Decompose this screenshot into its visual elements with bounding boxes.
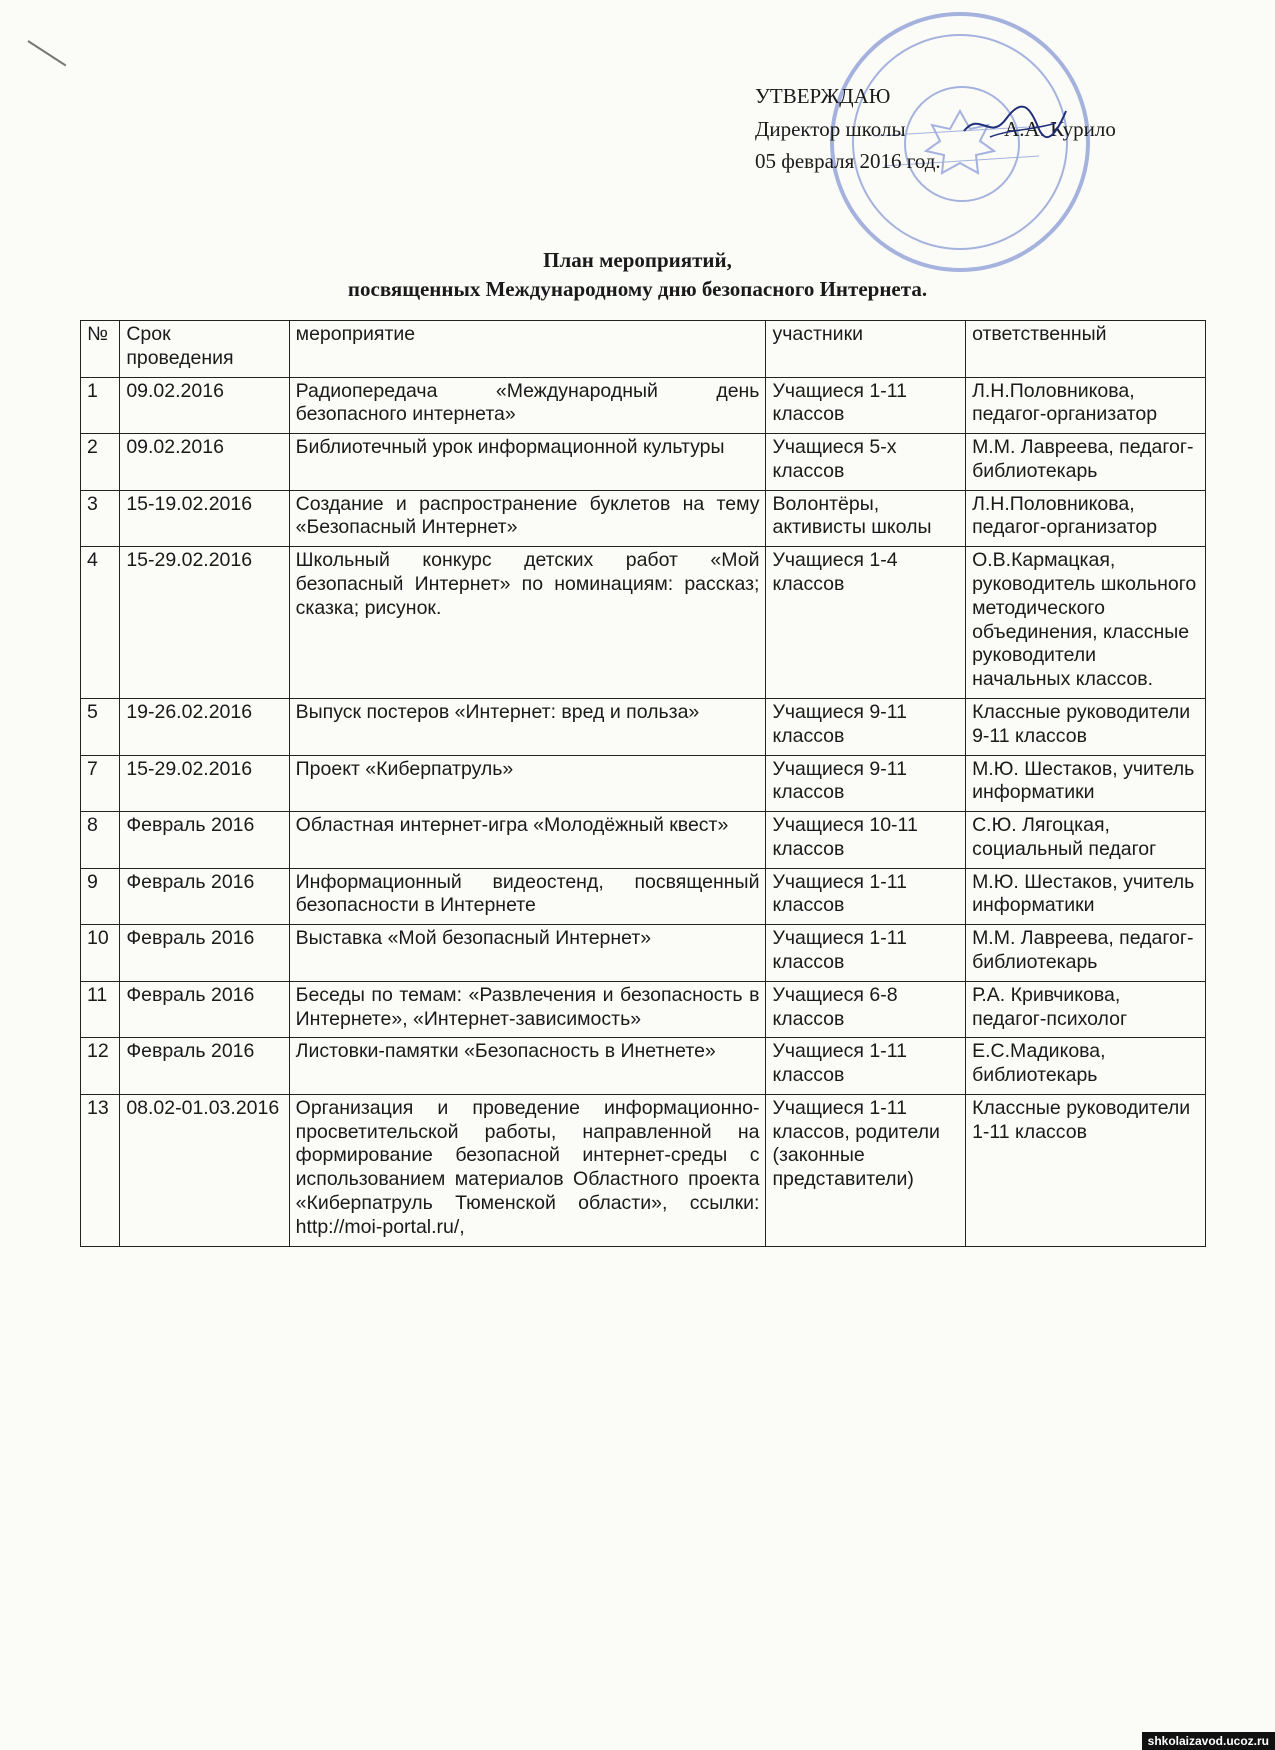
row-event: Создание и распространение буклетов на тему «Безопасный Интернет» [289,490,766,547]
row-event: Областная интернет-игра «Молодёжный квест» [289,812,766,869]
row-participants: Учащиеся 5-х классов [766,434,966,491]
title-line-2: посвященных Международному дню безопасного Интернета. [347,277,928,302]
row-date: Февраль 2016 [120,1038,289,1095]
director-label: Директор школы [755,116,906,141]
row-responsible: М.М. Лавреева, педагог-библиотекарь [966,925,1206,982]
row-participants: Учащиеся 1-4 классов [766,547,966,699]
row-date: 15-29.02.2016 [120,547,289,699]
row-responsible: Р.А. Кривчикова, педагог-психолог [966,981,1206,1038]
row-num: 1 [81,377,120,434]
table-row [81,1094,1206,1246]
row-responsible: М.Ю. Шестаков, учитель информатики [966,755,1206,812]
table-row [81,434,1206,491]
row-responsible: Классные руководители 9-11 классов [966,698,1206,755]
row-num: 8 [81,812,120,869]
row-responsible: О.В.Кармацкая, руководитель школьного методического объединения, классные руководители начальных классов. [966,547,1206,699]
row-num: 9 [81,868,120,925]
approve-label: УТВЕРЖДАЮ [755,84,891,108]
row-num: 11 [81,981,120,1038]
table-row [81,925,1206,982]
row-participants: Учащиеся 1-11 классов [766,868,966,925]
site-watermark: shkolaizavod.ucoz.ru [1142,1732,1275,1750]
table-row [81,698,1206,755]
row-event: Выставка «Мой безопасный Интернет» [289,925,766,982]
row-date: Февраль 2016 [120,868,289,925]
header-responsible: ответственный [966,321,1206,378]
director-line [755,113,1116,146]
row-participants: Учащиеся 1-11 классов [766,377,966,434]
row-participants: Учащиеся 1-11 классов [766,1038,966,1095]
row-num: 13 [81,1094,120,1246]
row-date: 08.02-01.03.2016 [120,1094,289,1246]
row-responsible: Л.Н.Половникова, педагог-организатор [966,377,1206,434]
header-num: № [81,321,120,378]
row-participants: Учащиеся 1-11 классов [766,925,966,982]
events-table [80,320,1206,1247]
row-event: Беседы по темам: «Развлечения и безопасность в Интернете», «Интернет-зависимость» [289,981,766,1038]
row-responsible: С.Ю. Лягоцкая, социальный педагог [966,812,1206,869]
signature-mark [960,101,1070,145]
row-date: 19-26.02.2016 [120,698,289,755]
header-date: Срок проведения [120,321,289,378]
approval-date: 05 февраля 2016 год. [755,149,941,174]
director-name: А.А. Курило [1004,116,1116,141]
table-row [81,981,1206,1038]
row-num: 4 [81,547,120,699]
row-event: Выпуск постеров «Интернет: вред и польза» [289,698,766,755]
approval-block [755,80,1116,178]
row-date: 09.02.2016 [120,377,289,434]
row-num: 5 [81,698,120,755]
table-header-row [81,321,1206,378]
row-responsible: М.М. Лавреева, педагог-библиотекарь [966,434,1206,491]
row-participants: Учащиеся 1-11 классов, родители (законные представители) [766,1094,966,1246]
row-date: Февраль 2016 [120,925,289,982]
row-date: 15-19.02.2016 [120,490,289,547]
row-date: Февраль 2016 [120,981,289,1038]
row-participants: Учащиеся 9-11 классов [766,755,966,812]
header-participants: участники [766,321,966,378]
row-event: Листовки-памятки «Безопасность в Инетнете» [289,1038,766,1095]
row-date: 15-29.02.2016 [120,755,289,812]
table-row [81,490,1206,547]
scan-artifact [27,40,66,66]
row-event: Информационный видеостенд, посвященный безопасности в Интернете [289,868,766,925]
row-event: Радиопередача «Международный день безопасного интернета» [289,377,766,434]
table-row [81,868,1206,925]
document-title [0,246,1275,305]
header-event: мероприятие [289,321,766,378]
row-event: Организация и проведение информационно-просветительской работы, направленной на формирование безопасной интернет-среды с использованием материалов Областного проекта «Киберпатруль Тюменской области», ссылки: http://moi-portal.ru/, [289,1094,766,1246]
row-responsible: Л.Н.Половникова, педагог-организатор [966,490,1206,547]
row-responsible: Классные руководители 1-11 классов [966,1094,1206,1246]
row-num: 7 [81,755,120,812]
table-row [81,377,1206,434]
table-row [81,1038,1206,1095]
row-num: 10 [81,925,120,982]
table-row [81,812,1206,869]
table-row [81,755,1206,812]
row-responsible: М.Ю. Шестаков, учитель информатики [966,868,1206,925]
row-participants: Учащиеся 9-11 классов [766,698,966,755]
table-row [81,547,1206,699]
row-participants: Волонтёры, активисты школы [766,490,966,547]
row-event: Библиотечный урок информационной культуры [289,434,766,491]
row-num: 3 [81,490,120,547]
title-line-1: План мероприятий, [543,248,732,272]
row-date: 09.02.2016 [120,434,289,491]
row-event: Проект «Киберпатруль» [289,755,766,812]
row-participants: Учащиеся 6-8 классов [766,981,966,1038]
row-event: Школьный конкурс детских работ «Мой безопасный Интернет» по номинациям: рассказ; сказка; рисунок. [289,547,766,699]
row-responsible: Е.С.Мадикова, библиотекарь [966,1038,1206,1095]
row-participants: Учащиеся 10-11 классов [766,812,966,869]
row-num: 2 [81,434,120,491]
row-date: Февраль 2016 [120,812,289,869]
row-num: 12 [81,1038,120,1095]
